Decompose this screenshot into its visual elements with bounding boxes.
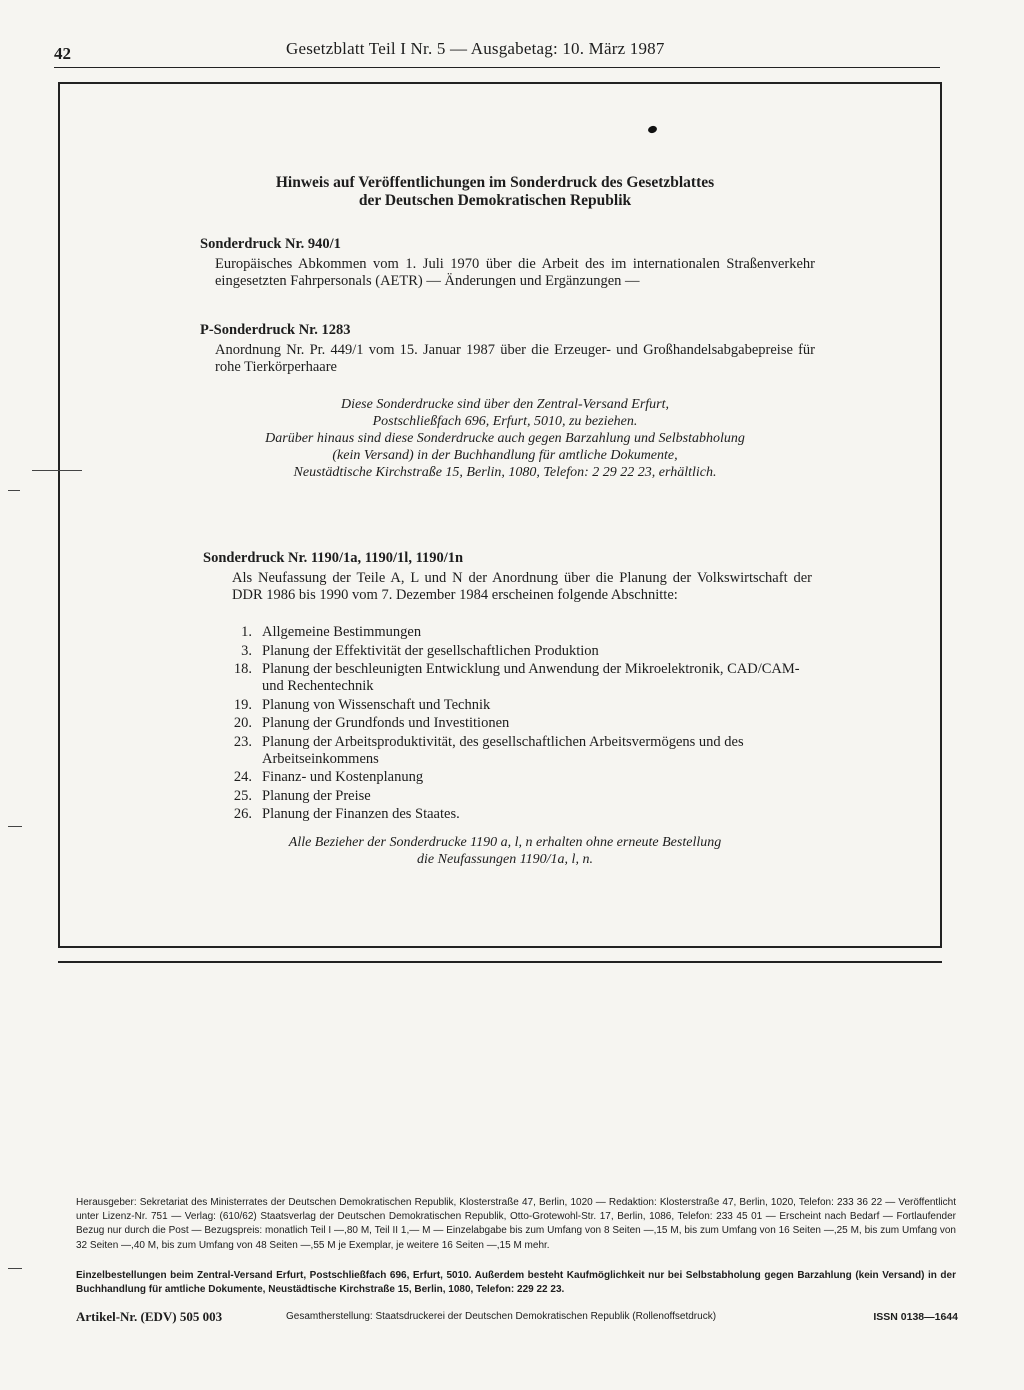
list-item-text: Planung von Wissenschaft und Technik bbox=[262, 696, 491, 713]
footer-orders: Einzelbestellungen beim Zentral-Versand Erfurt, Postschließfach 696, Erfurt, 5010. Außerdem besteht Kaufmöglichkeit nur bei Selbstabholung gegen Barzahlung (kein Versand) in der Buchhandlung für amtliche Dokumente, Neustädtische Kirchstraße 15, Berlin, 1080, Telefon: 229 22 23. bbox=[76, 1270, 956, 1295]
section-heading-1283: P-Sonderdruck Nr. 1283 bbox=[200, 322, 351, 338]
section-list-1190 bbox=[218, 624, 818, 825]
closing-line2: die Neufassungen 1190/1a, l, n. bbox=[417, 852, 593, 867]
header-title: Gesetzblatt Teil I Nr. 5 — Ausgabetag: 10. März 1987 bbox=[286, 39, 665, 58]
list-item-number: 1. bbox=[241, 624, 252, 640]
margin-mark bbox=[8, 826, 22, 827]
list-item-text: Planung der Finanzen des Staates. bbox=[262, 806, 460, 822]
list-item-number: 20. bbox=[233, 715, 252, 731]
ordering-line2: Postschließfach 696, Erfurt, 5010, zu beziehen. bbox=[372, 414, 638, 429]
list-item bbox=[218, 715, 818, 732]
section-text-940: Europäisches Abkommen vom 1. Juli 1970 über die Arbeit des im internationalen Straßenverkehr eingesetzten Fahrpersonals (AETR) — Änderungen und Ergänzungen — bbox=[215, 256, 815, 289]
list-item-number: 23. bbox=[233, 733, 252, 750]
list-item-number: 24. bbox=[233, 769, 252, 785]
list-item-text: Allgemeine Bestimmungen bbox=[262, 624, 422, 640]
article-number: Artikel-Nr. (EDV) 505 003 bbox=[76, 1309, 223, 1324]
ordering-line4: (kein Versand) in der Buchhandlung für amtliche Dokumente, bbox=[332, 448, 678, 463]
section-heading-1190: Sonderdruck Nr. 1190/1a, 1190/1l, 1190/1n bbox=[203, 550, 464, 566]
closing-line1: Alle Bezieher der Sonderdrucke 1190 a, l, n erhalten ohne erneute Bestellung bbox=[288, 835, 722, 850]
section-intro-1190: Als Neufassung der Teile A, L und N der Anordnung über die Planung der Volkswirtschaft der DDR 1986 bis 1990 vom 7. Dezember 1984 erscheinen folgende Abschnitte: bbox=[232, 570, 812, 603]
print-credit: Gesamtherstellung: Staatsdruckerei der Deutschen Demokratischen Republik (Rollenoffsetdruck) bbox=[286, 1311, 717, 1322]
list-item-text: Finanz- und Kostenplanung bbox=[262, 769, 424, 785]
list-item-text: Planung der Preise bbox=[262, 787, 371, 804]
list-item-number: 25. bbox=[233, 787, 252, 804]
list-item bbox=[218, 769, 818, 786]
margin-mark bbox=[32, 470, 82, 471]
margin-mark bbox=[8, 490, 20, 491]
list-item-number: 3. bbox=[241, 642, 252, 659]
section-text-1283: Anordnung Nr. Pr. 449/1 vom 15. Januar 1987 über die Erzeuger- und Großhandelsabgabepreise für rohe Tierkörperhaare bbox=[215, 342, 815, 375]
section-heading-940: Sonderdruck Nr. 940/1 bbox=[200, 236, 341, 252]
notice-title-line2: der Deutschen Demokratischen Republik bbox=[358, 192, 632, 209]
page-number: 42 bbox=[54, 44, 71, 63]
list-item bbox=[218, 806, 818, 823]
issn: ISSN 0138—1644 bbox=[873, 1311, 958, 1323]
ordering-line3: Darüber hinaus sind diese Sonderdrucke auch gegen Barzahlung und Selbstabholung bbox=[265, 431, 745, 446]
frame-bottom-rule bbox=[58, 961, 942, 963]
list-item-text: Planung der beschleunigten Entwicklung und Anwendung der Mikroelektronik, CAD/CAM- und Rechentechnik bbox=[262, 661, 800, 694]
list-item-text: Planung der Arbeitsproduktivität, des gesellschaftlichen Arbeitsvermögens und des Arbeitseinkommens bbox=[262, 733, 744, 767]
list-item bbox=[218, 788, 818, 805]
notice-title-line1: Hinweis auf Veröffentlichungen im Sonderdruck des Gesetzblattes bbox=[275, 174, 715, 191]
margin-mark bbox=[8, 1268, 22, 1269]
footer-imprint: Herausgeber: Sekretariat des Ministerrates der Deutschen Demokratischen Republik, Klosterstraße 47, Berlin, 1020 — Redaktion: Klosterstraße 47, Berlin, 1020, Telefon: 233 36 22 — Veröffentlicht unter Lizenz-Nr. 751 — Verlag: (610/62) Staatsverlag der Deutschen Demokratischen Republik, Otto-Grotewohl-Str. 17, Berlin, 1086, Telefon: 233 45 01 — Erscheint nach Bedarf — Fortlaufender Bezug nur durch die Post — Bezugspreis: monatlich Teil I —,80 M, Teil II 1,— M — Einzelabgabe bis zum Umfang von 8 Seiten —,15 M, bis zum Umfang von 16 Seiten —,25 M, bis zum Umfang von 32 Seiten —,40 M, bis zum Umfang von 48 Seiten —,55 M je Exemplar, je weitere 16 Seiten —,15 M mehr. bbox=[76, 1197, 956, 1251]
list-item-text: Planung der Grundfonds und Investitionen bbox=[262, 715, 510, 731]
list-item bbox=[218, 624, 818, 641]
list-item bbox=[218, 661, 818, 695]
list-item-number: 19. bbox=[233, 696, 252, 713]
list-item bbox=[218, 697, 818, 714]
list-item-number: 26. bbox=[233, 806, 252, 822]
list-item bbox=[218, 734, 818, 768]
ordering-line5: Neustädtische Kirchstraße 15, Berlin, 1080, Telefon: 2 29 22 23, erhältlich. bbox=[293, 465, 717, 480]
list-item-number: 18. bbox=[233, 661, 252, 677]
ordering-line1: Diese Sonderdrucke sind über den Zentral-Versand Erfurt, bbox=[340, 397, 670, 412]
header-rule bbox=[54, 67, 940, 68]
list-item bbox=[218, 643, 818, 660]
list-item-text: Planung der Effektivität der gesellschaftlichen Produktion bbox=[262, 642, 599, 659]
